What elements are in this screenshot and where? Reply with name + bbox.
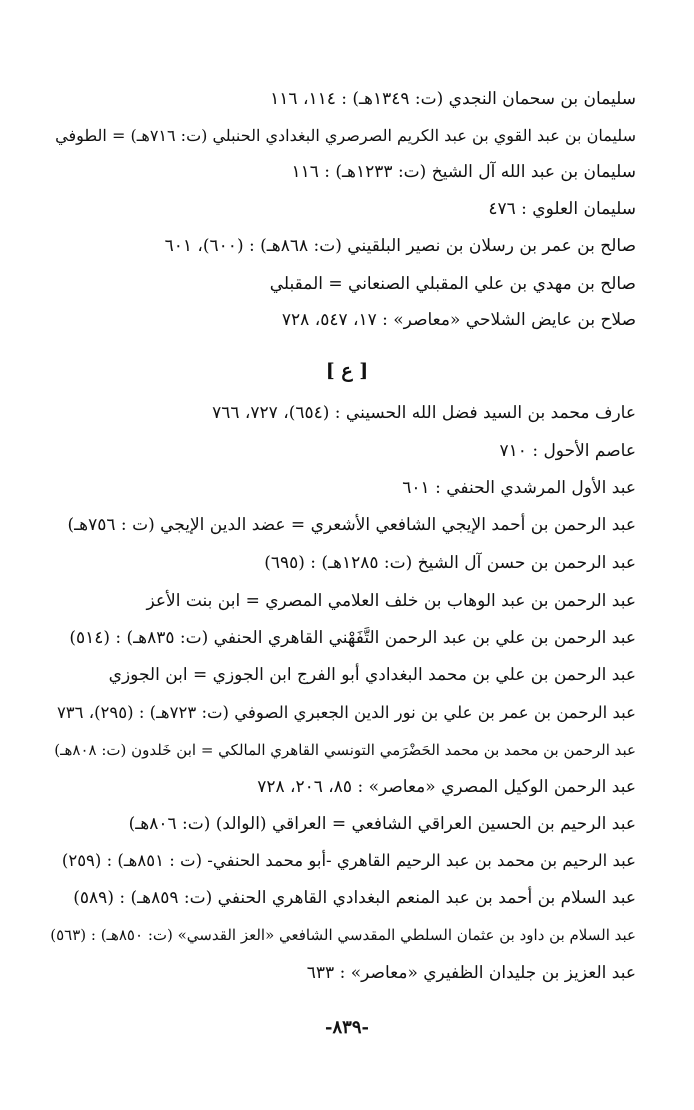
index-entry: عبد الرحمن بن عبد الوهاب بن خلف العلامي المصري = ابن بنت الأعز: [146, 591, 636, 611]
index-entry: عبد الرحمن بن علي بن عبد الرحمن التَّفَهْني القاهري الحنفي (ت: ٨٣٥هـ) : (٥١٤): [69, 628, 636, 648]
index-entry: عبد السلام بن داود بن عثمان السلطي المقدسي الشافعي «العز القدسي» (ت: ٨٥٠هـ) : (٥٦٣): [50, 926, 636, 944]
page-number: -٨٣٩-: [325, 1017, 369, 1038]
index-entry: عبد الرحمن بن أحمد الإيجي الشافعي الأشعري = عضد الدين الإيجي (ت : ٧٥٦هـ): [67, 515, 636, 535]
index-entry: سليمان بن عبد القوي بن عبد الكريم الصرصري البغدادي الحنبلي (ت: ٧١٦هـ) = الطوفي: [55, 126, 636, 145]
index-entry: صلاح بن عايض الشلاحي «معاصر» : ١٧، ٥٤٧، ٧٢٨: [281, 310, 636, 330]
index-entry: عبد الرحمن بن حسن آل الشيخ (ت: ١٢٨٥هـ) : (٦٩٥): [264, 553, 636, 573]
index-entry: عبد الأول المرشدي الحنفي : ٦٠١: [402, 478, 636, 498]
index-entry: سليمان بن عبد الله آل الشيخ (ت: ١٢٣٣هـ) : ١١٦: [291, 162, 636, 182]
index-entry: عبد الرحمن بن علي بن محمد البغدادي أبو الفرج ابن الجوزي = ابن الجوزي: [108, 665, 636, 685]
index-entry: عبد الرحمن بن عمر بن علي بن نور الدين الجعبري الصوفي (ت: ٧٢٣هـ) : (٢٩٥)، ٧٣٦: [56, 703, 636, 722]
index-entry: سليمان العلوي : ٤٧٦: [488, 199, 636, 219]
section-heading: [ ع ]: [325, 360, 369, 382]
index-entry: عبد الرحيم بن محمد بن عبد الرحيم القاهري -أبو محمد الحنفي- (ت : ٨٥١هـ) : (٢٥٩): [61, 851, 636, 870]
index-entry: عبد الرحيم بن الحسين العراقي الشافعي = العراقي (الوالد) (ت: ٨٠٦هـ): [128, 814, 636, 834]
index-entry: سليمان بن سحمان النجدي (ت: ١٣٤٩هـ) : ١١٤، ١١٦: [270, 89, 636, 109]
index-entry: عبد العزيز بن جليدان الظفيري «معاصر» : ٦٣٣: [306, 963, 636, 983]
index-entry: عبد السلام بن أحمد بن عبد المنعم البغدادي القاهري الحنفي (ت: ٨٥٩هـ) : (٥٨٩): [73, 888, 636, 908]
index-entry: عبد الرحمن بن محمد بن محمد الحَضْرَمي التونسي القاهري المالكي = ابن خَلدون (ت: ٨٠٨هـ): [54, 741, 636, 759]
index-entry: عبد الرحمن الوكيل المصري «معاصر» : ٨٥، ٢٠٦، ٧٢٨: [257, 777, 636, 797]
index-entry: صالح بن مهدي بن علي المقبلي الصنعاني = المقبلي: [269, 274, 636, 294]
index-entry: عارف محمد بن السيد فضل الله الحسيني : (٦٥٤)، ٧٢٧، ٧٦٦: [212, 403, 636, 423]
index-entry: صالح بن عمر بن رسلان بن نصير البلقيني (ت: ٨٦٨هـ) : (٦٠٠)، ٦٠١: [164, 236, 636, 256]
index-entry: عاصم الأحول : ٧١٠: [499, 441, 636, 461]
